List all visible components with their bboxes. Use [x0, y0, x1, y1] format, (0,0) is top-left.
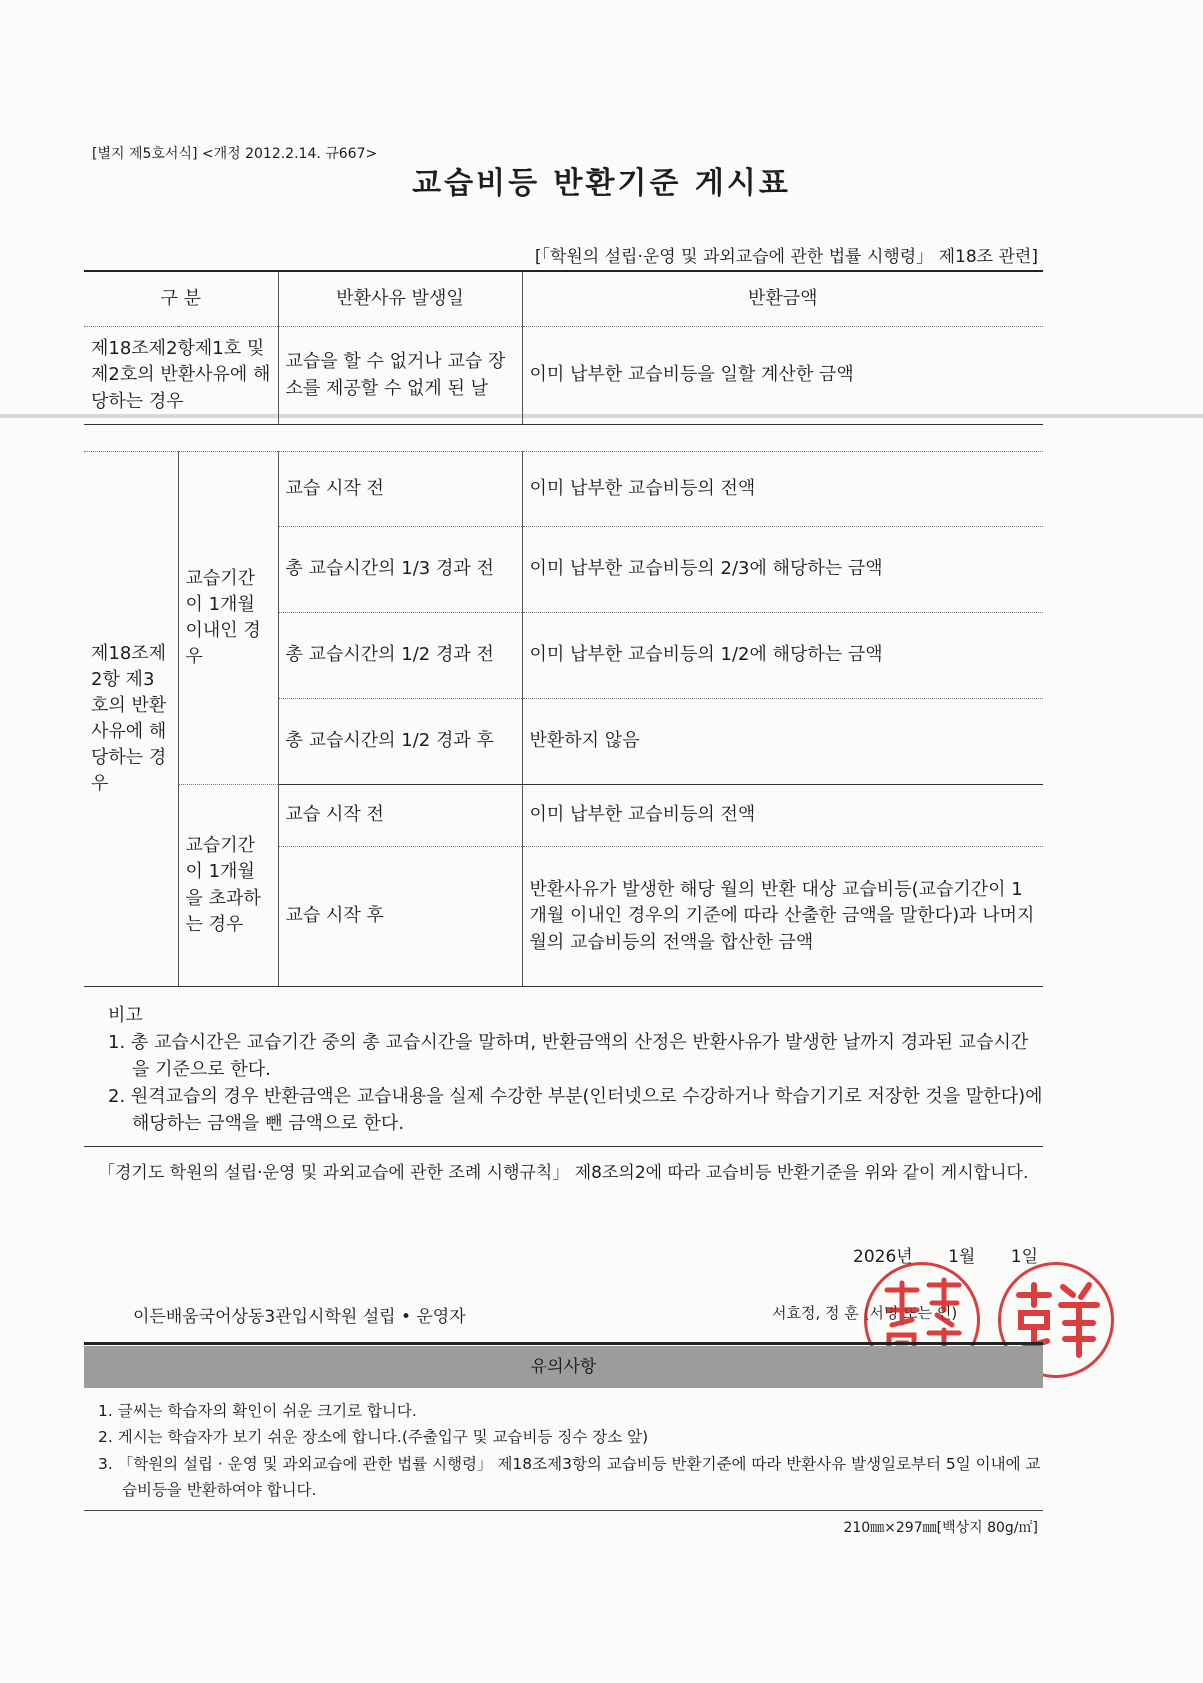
precaution-item-2: 2. 게시는 학습자가 보기 쉬운 장소에 합니다.(주출입구 및 교습비등 징수 장소 앞) [98, 1428, 649, 1447]
header-occurrence: 반환사유 발생일 [278, 271, 522, 327]
remark-item-1: 1. 총 교습시간은 교습기간 중의 총 교습시간을 말하며, 반환금액의 산정은 반환사유가 발생한 날까지 경과된 교습시간을 기준으로 한다. [108, 1032, 1029, 1080]
over-occurrence-1: 교습 시작 전 [278, 785, 522, 847]
within-month-label: 교습기간이 1개월 이내인 경우 [178, 452, 278, 785]
row1-category: 제18조제2항제1호 및 제2호의 반환사유에 해당하는 경우 [84, 327, 278, 425]
document-title: 교습비등 반환기준 게시표 [412, 166, 791, 201]
precaution-item-3: 3. 「학원의 설립 · 운영 및 과외교습에 관한 법률 시행령」 제18조제3항의 교습비등 반환기준에 따라 반환사유 발생일로부터 5일 이내에 교습비등을 반환하여야 합니다. [98, 1454, 1041, 1500]
operator-name: 이든배움국어상동3관입시학원 설립 • 운영자 [133, 1307, 466, 1327]
declaration-text: 「경기도 학원의 설립·운영 및 과외교습에 관한 조례 시행규칙」 제8조의2에 따라 교습비등 반환기준을 위와 같이 게시합니다. [98, 1163, 1029, 1183]
date [853, 1242, 1038, 1267]
group2-category: 제18조제2항 제3호의 반환사유에 해당하는 경우 [84, 452, 178, 987]
within-occurrence-4: 총 교습시간의 1/2 경과 후 [278, 699, 522, 785]
law-reference: [「학원의 설립·운영 및 과외교습에 관한 법률 시행령」 제18조 관련] [534, 247, 1038, 267]
remarks [108, 1002, 1043, 1137]
divider-thick [84, 1342, 1043, 1345]
row1-occurrence: 교습을 할 수 없거나 교습 장소를 제공할 수 없게 된 날 [278, 327, 522, 425]
within-occurrence-1: 교습 시작 전 [278, 452, 522, 527]
over-amount-1: 이미 납부한 교습비등의 전액 [522, 785, 1043, 847]
remarks-title: 비고 [108, 1005, 143, 1026]
over-occurrence-2: 교습 시작 후 [278, 847, 522, 987]
divider [84, 1146, 1043, 1147]
within-amount-3: 이미 납부한 교습비등의 1/2에 해당하는 금액 [522, 613, 1043, 699]
date-month: 1월 [948, 1247, 976, 1267]
paper-spec: 210㎜×297㎜[백상지 80g/㎡] [843, 1520, 1038, 1536]
precaution-item-1: 1. 글씨는 학습자의 확인이 쉬운 크기로 합니다. [98, 1402, 417, 1420]
within-amount-1: 이미 납부한 교습비등의 전액 [522, 452, 1043, 527]
precautions-list [98, 1398, 1043, 1503]
over-month-label: 교습기간이 1개월을 초과하는 경우 [178, 785, 278, 987]
within-amount-2: 이미 납부한 교습비등의 2/3에 해당하는 금액 [522, 527, 1043, 613]
date-year: 2026년 [853, 1247, 913, 1267]
signer-name: 서효정, 정 훈 (서명 또는 인) [772, 1304, 958, 1322]
date-day: 1일 [1010, 1247, 1038, 1267]
table-spacer [84, 425, 1043, 452]
within-occurrence-2: 총 교습시간의 1/3 경과 전 [278, 527, 522, 613]
form-number: [별지 제5호서식] <개정 2012.2.14. 규667> [92, 146, 378, 162]
remark-item-2: 2. 원격교습의 경우 반환금액은 교습내용을 실제 수강한 부분(인터넷으로 수강하거나 학습기기로 저장한 것을 말한다)에 해당하는 금액을 뺀 금액으로 한다. [108, 1086, 1043, 1134]
within-amount-4: 반환하지 않음 [522, 699, 1043, 785]
within-occurrence-3: 총 교습시간의 1/2 경과 전 [278, 613, 522, 699]
over-amount-2: 반환사유가 발생한 해당 월의 반환 대상 교습비등(교습기간이 1개월 이내인 경우의 기준에 따라 산출한 금액을 말한다)과 나머지 월의 교습비등의 전액을 합산한 금액 [522, 847, 1043, 987]
notice-header: 유의사항 [84, 1346, 1043, 1388]
header-category: 구 분 [84, 271, 278, 327]
refund-standard-table [84, 270, 1043, 987]
row1-amount: 이미 납부한 교습비등을 일할 계산한 금액 [522, 327, 1043, 425]
divider [84, 1510, 1043, 1511]
header-amount: 반환금액 [522, 271, 1043, 327]
